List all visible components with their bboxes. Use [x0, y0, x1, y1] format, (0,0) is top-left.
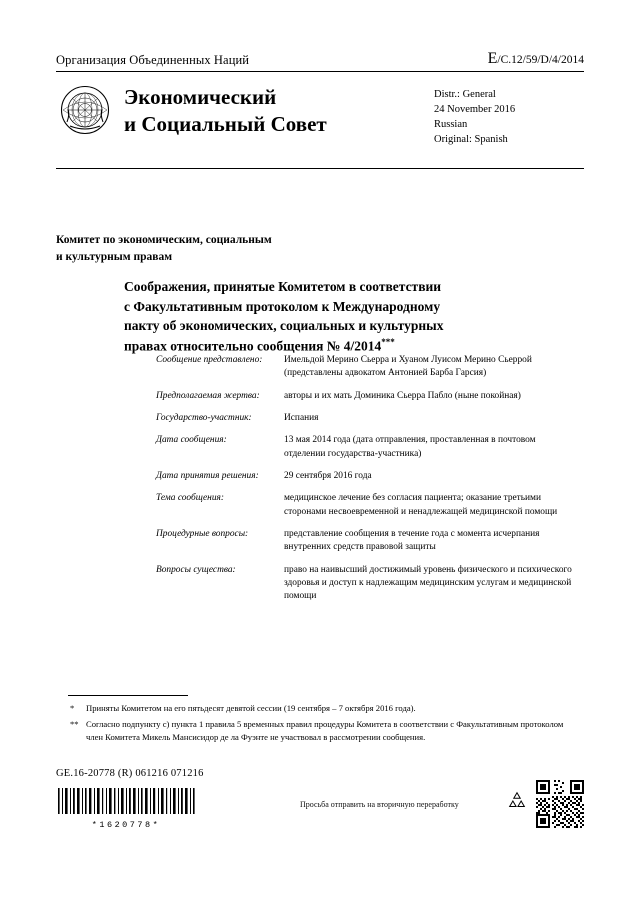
- footnote-mark: *: [70, 703, 75, 713]
- footnote-divider: [68, 695, 188, 696]
- page-title-line4: [124, 336, 564, 356]
- masthead: [56, 78, 584, 166]
- page-title-line4-text: правах относительно сообщения № 4/2014: [124, 338, 382, 354]
- meta-value: представление сообщения в течение года с момента исчерпания внутренних средств правовой защиты: [284, 529, 540, 553]
- page-title-line1: Соображения, принятые Комитетом в соответствии: [124, 279, 442, 294]
- table-row: [156, 492, 576, 519]
- recycle-note: Просьба отправить на вторичную переработку: [300, 800, 459, 809]
- un-emblem-icon: [60, 85, 110, 135]
- footnote-item: [68, 702, 568, 714]
- meta-label: Предполагаемая жертва:: [156, 390, 260, 401]
- page-title-line3: пакту об экономических, социальных и культурных: [124, 318, 444, 334]
- footnote-text: Приняты Комитетом на его пятьдесят девятой сессии (19 сентября – 7 октября 2016 года).: [86, 703, 416, 713]
- meta-label: Тема сообщения:: [156, 493, 224, 504]
- footnote-item: [68, 718, 568, 743]
- meta-label: Дата сообщения:: [156, 435, 227, 446]
- barcode-text: *1620778*: [91, 820, 161, 830]
- job-number: GE.16-20778 (R) 061216 071216: [56, 768, 204, 779]
- document-symbol-rest: /C.12/59/D/4/2014: [497, 54, 584, 66]
- masthead-divider: [56, 168, 584, 169]
- masthead-title-line2: и Социальный Совет: [124, 111, 327, 136]
- table-row: [156, 390, 576, 403]
- page-title: [124, 277, 564, 356]
- qr-code: [536, 780, 584, 828]
- document-symbol: [488, 50, 584, 68]
- header-row: [56, 50, 584, 72]
- footnote-text: Согласно подпункту c) пункта 1 правила 5 временных правил процедуры Комитета в соответствии с Факультативным протоколом член Комитета Микель Мансисидор де ла Фуэнте не участвовал в рассмотрении сообщения.: [86, 719, 564, 742]
- footnotes: [68, 702, 568, 747]
- meta-label: Вопросы существа:: [156, 564, 236, 575]
- table-row: [156, 470, 576, 483]
- title-footnote-marks: ***: [381, 336, 395, 347]
- original-language: Original: Spanish: [434, 133, 508, 145]
- meta-label: Процедурные вопросы:: [156, 529, 249, 540]
- table-row: [156, 564, 576, 604]
- table-row: [156, 412, 576, 425]
- document-symbol-prefix: E: [487, 50, 498, 67]
- meta-value: авторы и их мать Доминика Сьерра Пабло (ныне покойная): [284, 390, 521, 401]
- page-title-line2: с Факультативным протоколом к Международному: [124, 298, 441, 314]
- committee-name-line2: и культурным правам: [56, 250, 173, 263]
- meta-label: Государство-участник:: [156, 413, 252, 424]
- masthead-title-line1: Экономический: [124, 85, 277, 109]
- document-date: 24 November 2016: [434, 103, 516, 115]
- meta-label: Сообщение представлено:: [156, 355, 263, 365]
- meta-label: Дата принятия решения:: [156, 471, 259, 482]
- table-row: [156, 354, 576, 381]
- meta-value: 13 мая 2014 года (дата отправления, проставленная в почтовом отделении государства-участника): [284, 435, 536, 459]
- meta-value: медицинское лечение без согласия пациента; оказание третьими сторонами несвоевременной и ненадлежащей медицинской помощи: [284, 493, 558, 517]
- document-language: Russian: [434, 118, 468, 130]
- recycle-icon: [506, 790, 528, 812]
- table-row: [156, 434, 576, 461]
- masthead-title: [124, 78, 434, 138]
- committee-name-line1: Комитет по экономическим, социальным: [56, 234, 272, 246]
- committee-name: [56, 232, 456, 265]
- organization-name: Организация Объединенных Наций: [56, 53, 250, 67]
- meta-value: 29 сентября 2016 года: [284, 471, 372, 482]
- barcode: [56, 788, 196, 830]
- case-metadata: [156, 354, 576, 613]
- footnote-mark: **: [70, 719, 79, 730]
- meta-value: право на наивысший достижимый уровень физического и психического здоровья и доступ к надлежащим медицинским услугам и медицинской помощи: [284, 564, 572, 602]
- table-row: [156, 528, 576, 555]
- meta-value: Испания: [284, 413, 319, 424]
- meta-value: Имельдой Мерино Сьерра и Хуаном Луисом Мерино Сьеррой (представлены адвокатом Антонией Барба Гарсия): [284, 355, 532, 379]
- distribution-block: [434, 78, 584, 148]
- distribution-type: Distr.: General: [434, 89, 496, 100]
- document-header: [56, 50, 584, 72]
